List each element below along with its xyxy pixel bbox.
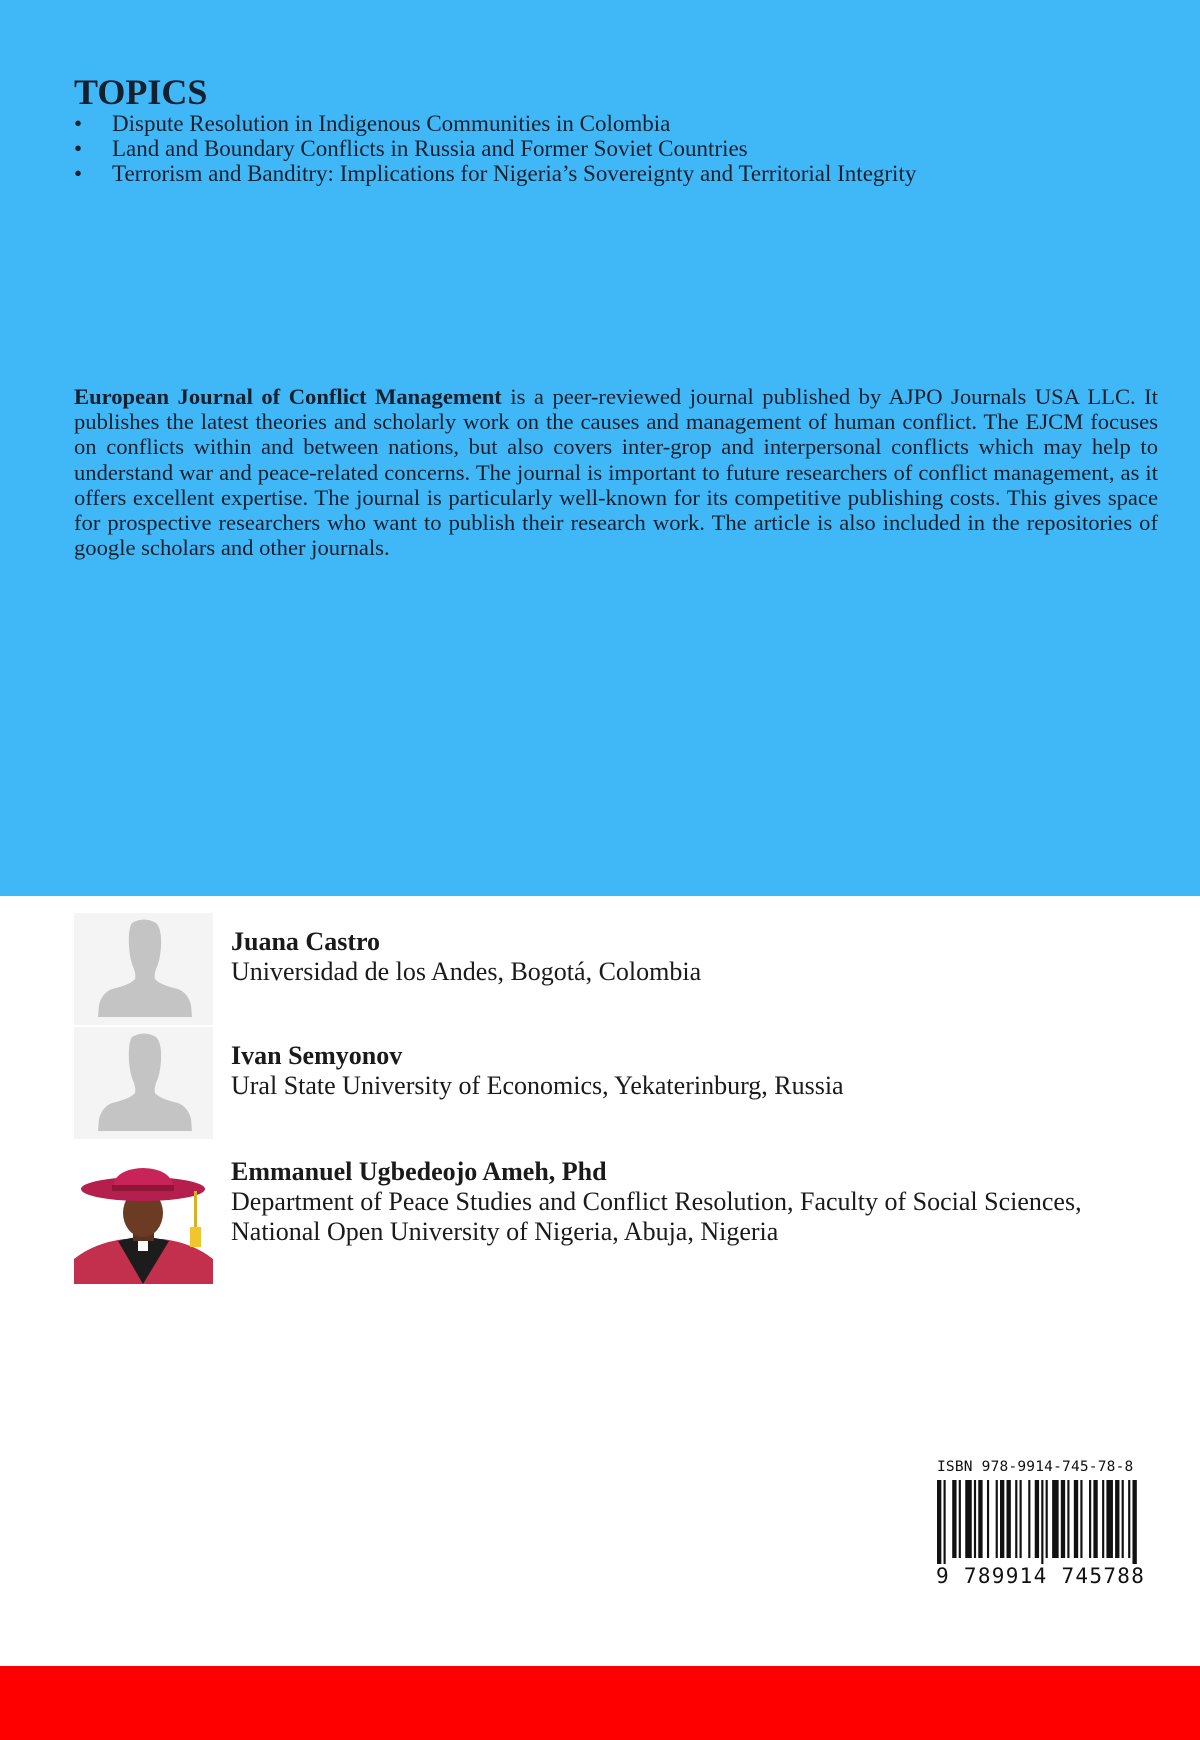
barcode-bar	[1106, 1480, 1113, 1558]
barcode-bar	[1074, 1480, 1078, 1558]
barcode-bar	[1122, 1480, 1124, 1558]
bullet: •	[74, 136, 83, 161]
barcode-bar	[1115, 1480, 1119, 1558]
barcode-bar	[1007, 1480, 1011, 1558]
barcode-bar	[965, 1480, 972, 1558]
author-photo-placeholder	[74, 1027, 213, 1139]
topic-item	[74, 111, 1174, 136]
author-photo-placeholder	[74, 913, 213, 1025]
barcode-bar	[1089, 1480, 1091, 1558]
topic-item	[74, 136, 1174, 161]
barcode-bar	[978, 1480, 982, 1558]
barcode-bar	[959, 1480, 961, 1558]
portrait-photo-icon	[74, 1167, 213, 1284]
barcode-bar	[1035, 1480, 1039, 1558]
barcode-bar	[1015, 1480, 1017, 1558]
barcode-bar	[952, 1480, 956, 1558]
barcode-bar	[1028, 1480, 1030, 1558]
red-footer-band	[0, 1666, 1200, 1740]
barcode-bar	[1080, 1480, 1082, 1558]
author-affiliation: Universidad de los Andes, Bogotá, Colombia	[231, 957, 702, 986]
author-entry	[74, 1027, 1174, 1139]
topic-text: Land and Boundary Conflicts in Russia and Former Soviet Countries	[112, 136, 748, 161]
barcode-bar	[1132, 1480, 1136, 1564]
barcode-bar	[1052, 1480, 1059, 1558]
description-text: is a peer-reviewed journal published by AJPO Journals USA LLC. It publishes the latest theories and scholarly work on the causes and management of human conflict. The EJCM focuses on conflicts within and between nations, but also covers inter-grop and interpersonal conflicts which may help to understand war and peace-related concerns. The journal is important to future researchers of conflict management, as it offers excellent expertise. The journal is particularly well-known for its competitive publishing costs. This gives space for prospective researchers who want to publish their research work. The article is also included in the repositories of google scholars and other journals.	[74, 384, 1158, 561]
barcode-bar	[1020, 1480, 1022, 1558]
author-entry	[74, 913, 1174, 1025]
barcode-bar	[944, 1480, 946, 1564]
barcode-bar	[1102, 1480, 1104, 1558]
barcode-bar	[1093, 1480, 1097, 1558]
barcode-bar	[996, 1480, 998, 1558]
barcode-bar	[974, 1480, 976, 1558]
barcode-bar	[1046, 1480, 1048, 1558]
barcode-bar	[1000, 1480, 1004, 1558]
author-affiliation: Department of Peace Studies and Conflict Resolution, Faculty of Social Sciences, National Open University of Nigeria, Abuja, Nigeria	[231, 1187, 1082, 1246]
author-entry	[74, 1143, 1174, 1283]
isbn-barcode	[933, 1480, 1143, 1564]
journal-description	[74, 384, 1158, 560]
barcode-bar	[1061, 1480, 1065, 1558]
journal-name: European Journal of Conflict Management	[74, 384, 502, 409]
barcode-bar	[1041, 1480, 1043, 1564]
barcode-bar	[1128, 1480, 1130, 1558]
isbn-label: ISBN 978-9914-745-78-8	[937, 1459, 1134, 1475]
barcode-bar	[1067, 1480, 1069, 1558]
person-silhouette-icon	[74, 1027, 213, 1139]
author-portrait-photo	[74, 1167, 213, 1284]
topic-text: Dispute Resolution in Indigenous Communities in Colombia	[112, 111, 671, 136]
bullet: •	[74, 161, 83, 186]
topic-item	[74, 161, 1174, 186]
author-affiliation: Ural State University of Economics, Yekaterinburg, Russia	[231, 1071, 844, 1100]
bullet: •	[74, 111, 83, 136]
author-name: Juana Castro	[231, 927, 381, 956]
barcode-digits: 9 789914 745788	[936, 1564, 1146, 1588]
barcode-bar	[937, 1480, 941, 1564]
author-name: Emmanuel Ugbedeojo Ameh, Phd	[231, 1157, 607, 1186]
author-name: Ivan Semyonov	[231, 1041, 403, 1070]
topics-list	[74, 111, 1174, 186]
topics-heading: TOPICS	[74, 72, 208, 112]
barcode-bar	[987, 1480, 989, 1558]
topic-text: Terrorism and Banditry: Implications for Nigeria’s Sovereignty and Territorial Integrity	[112, 161, 917, 186]
person-silhouette-icon	[74, 913, 213, 1025]
